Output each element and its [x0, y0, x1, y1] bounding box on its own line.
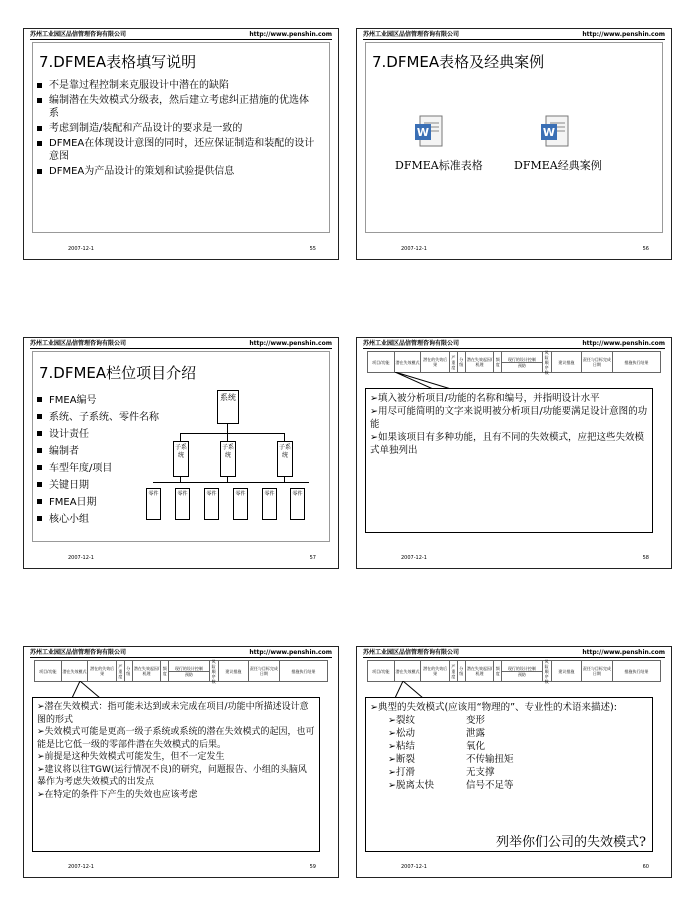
- failure-mode-item: 信号不足等: [466, 780, 514, 791]
- page-number: 58: [642, 555, 649, 561]
- company-name: 苏州工业园区品信管理咨询有限公司: [30, 340, 127, 347]
- slide-57: [23, 337, 339, 569]
- header-url: http://www.penshin.com: [249, 649, 332, 656]
- failure-mode-item: ➢断裂: [388, 754, 415, 765]
- slide-58: [356, 337, 672, 569]
- slide-56: [356, 28, 672, 260]
- header-url: http://www.penshin.com: [582, 31, 665, 38]
- callout-paragraph: ➢建议将以往TGW(运行情况不良)的研究，问题报告、小组的头脑风暴作为考虑失效模式的出发点: [37, 764, 307, 787]
- callout-paragraph: ➢填入被分析项目/功能的名称和编号，并指明设计水平: [370, 393, 600, 404]
- word-document-icon[interactable]: [540, 115, 570, 149]
- tree-root-node: 系统: [217, 390, 239, 424]
- tree-leaf-node: 零件: [146, 488, 161, 520]
- word-document-icon[interactable]: [414, 115, 444, 149]
- failure-mode-item: 泄露: [466, 728, 486, 739]
- callout-box: [365, 697, 653, 852]
- slide-60: [356, 646, 672, 878]
- bullet-list: [35, 79, 317, 180]
- bullet-item: 车型年度/项目: [35, 461, 205, 476]
- callout-paragraph: ➢用尽可能简明的文字来说明被分析项目/功能要满足设计意图的功能: [370, 406, 648, 430]
- doc-caption: DFMEA标准表格: [395, 159, 483, 172]
- footer-date: 2007-12-1: [401, 864, 427, 870]
- slide-header: [30, 648, 332, 658]
- failure-mode-item: 无支撑: [466, 767, 495, 778]
- page-number: 56: [642, 246, 649, 252]
- tree-mid-node: 子系统: [173, 441, 189, 477]
- slide-59: [23, 646, 339, 878]
- bullet-item: 考虑到制造/装配和产品设计的要求是一致的: [35, 122, 317, 135]
- fmea-table-header: 项目/功能 潜在失效模式 潜在的失效后果 严重度 分级 潜在失效起因/机理 频度 现行的设计控制 预防 风险顺序数 建议措施 责任与目标完成日期 措施执行结果: [367, 660, 661, 682]
- fmea-table-header: 项目/功能 潜在失效模式 潜在的失效后果 严重度 分级 潜在失效起因/机理 频度 现行的设计控制 预防 风险顺序数 建议措施 责任与目标完成日期 措施执行结果: [367, 351, 661, 373]
- bullet-item: 编制潜在失效模式分级表，然后建立考虑纠正措施的优选体系: [35, 94, 317, 120]
- slide-header: [363, 648, 665, 658]
- slide-header: [30, 339, 332, 349]
- failure-mode-item: ➢打滑: [388, 767, 415, 778]
- callout-paragraph: ➢在特定的条件下产生的失效也应该考虑: [37, 789, 198, 800]
- footer-date: 2007-12-1: [401, 246, 427, 252]
- bullet-item: DFMEA在体现设计意图的同时，还应保证制造和装配的设计意图: [35, 137, 317, 163]
- failure-mode-item: 氧化: [466, 741, 486, 752]
- company-name: 苏州工业园区品信管理咨询有限公司: [363, 31, 460, 38]
- bullet-item: 设计责任: [35, 427, 205, 442]
- callout-paragraph: ➢典型的失效模式(应该用“物理的”、专业性的术语来描述):: [370, 702, 617, 713]
- failure-mode-item: 不传输扭矩: [466, 754, 514, 765]
- tree-mid-node: 子系统: [277, 441, 293, 477]
- page-number: 60: [642, 864, 649, 870]
- company-name: 苏州工业园区品信管理咨询有限公司: [363, 649, 460, 656]
- footer-date: 2007-12-1: [401, 555, 427, 561]
- bullet-item: 不是靠过程控制来克服设计中潜在的缺陷: [35, 79, 317, 92]
- tree-leaf-node: 零件: [262, 488, 277, 520]
- footer-date: 2007-12-1: [68, 246, 94, 252]
- bullet-item: 编制者: [35, 444, 205, 459]
- footer-date: 2007-12-1: [68, 864, 94, 870]
- bullet-item: FMEA日期: [35, 495, 205, 510]
- callout-box: [32, 697, 320, 852]
- callout-paragraph: ➢潜在失效模式：指可能未达到或未完成在项目/功能中所描述设计意图的形式: [37, 702, 309, 725]
- page-number: 57: [309, 555, 316, 561]
- slide-title: 7.DFMEA表格及经典案例: [372, 53, 545, 71]
- failure-mode-item: ➢裂纹: [388, 715, 415, 726]
- slide-55: [23, 28, 339, 260]
- callout-box: [365, 388, 653, 533]
- doc-caption: DFMEA经典案例: [514, 159, 602, 172]
- callout-paragraph: ➢如果该项目有多种功能，且有不同的失效模式，应把这些失效模式单独列出: [370, 432, 644, 456]
- failure-mode-item: ➢粘结: [388, 741, 415, 752]
- svg-text:W: W: [542, 126, 556, 139]
- bullet-item: 系统、子系统、零件名称: [35, 410, 205, 425]
- slide-header: [363, 339, 665, 349]
- header-url: http://www.penshin.com: [249, 340, 332, 347]
- tree-leaf-node: 零件: [233, 488, 248, 520]
- bullet-item: 关键日期: [35, 478, 205, 493]
- callout-paragraph: ➢前提是这种失效模式可能发生，但不一定发生: [37, 752, 225, 762]
- header-url: http://www.penshin.com: [582, 340, 665, 347]
- tree-leaf-node: 零件: [175, 488, 190, 520]
- bullet-item: DFMEA为产品设计的策划和试验提供信息: [35, 165, 317, 178]
- footer-date: 2007-12-1: [68, 555, 94, 561]
- svg-text:W: W: [416, 126, 430, 139]
- failure-mode-grid: [388, 714, 648, 792]
- bullet-item: FMEA编号: [35, 393, 205, 408]
- company-name: 苏州工业园区品信管理咨询有限公司: [30, 649, 127, 656]
- failure-mode-item: ➢松动: [388, 728, 415, 739]
- slide-title: 7.DFMEA栏位项目介绍: [39, 364, 197, 382]
- failure-mode-item: ➢脱离太快: [388, 780, 434, 791]
- page-number: 55: [309, 246, 316, 252]
- header-url: http://www.penshin.com: [582, 649, 665, 656]
- header-url: http://www.penshin.com: [249, 31, 332, 38]
- tree-leaf-node: 零件: [204, 488, 219, 520]
- slide-header: [30, 30, 332, 40]
- slide-header: [363, 30, 665, 40]
- slide-title: 7.DFMEA表格填写说明: [39, 53, 197, 71]
- page-number: 59: [309, 864, 316, 870]
- fmea-table-header: 项目/功能 潜在失效模式 潜在的失效后果 严重度 分级 潜在失效起因/机理 频度 现行的设计控制 预防 风险顺序数 建议措施 责任与目标完成日期 措施执行结果: [34, 660, 328, 682]
- callout-paragraph: ➢失效模式可能是更高一级子系统或系统的潜在失效模式的起因，也可能是比它低一级的零部件潜在失效模式的后果。: [37, 727, 315, 750]
- handwritten-question: 列举你们公司的失效模式?: [496, 835, 646, 850]
- tree-mid-node: 子系统: [220, 441, 236, 477]
- company-name: 苏州工业园区品信管理咨询有限公司: [363, 340, 460, 347]
- bullet-item: 核心小组: [35, 512, 205, 527]
- failure-mode-item: 变形: [466, 715, 486, 726]
- tree-leaf-node: 零件: [290, 488, 305, 520]
- company-name: 苏州工业园区品信管理咨询有限公司: [30, 31, 127, 38]
